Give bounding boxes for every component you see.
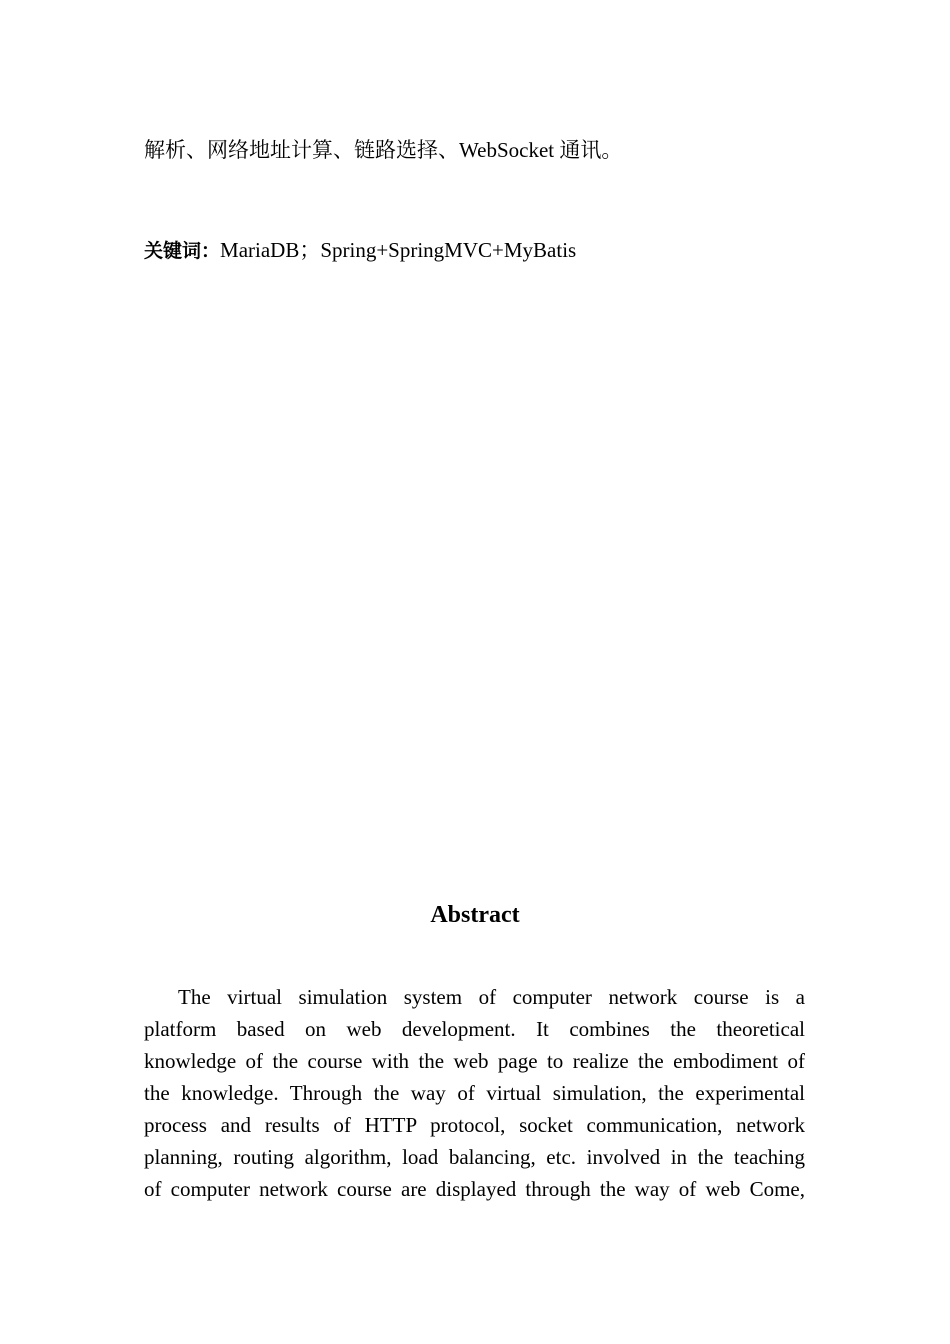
abstract-body bbox=[144, 981, 805, 1205]
abstract-line: The virtual simulation system of computer network course is a bbox=[178, 985, 805, 1009]
abstract-line: platform based on web development. It combines the theoretical bbox=[144, 1017, 805, 1041]
keywords-value: MariaDB；Spring+SpringMVC+MyBatis bbox=[220, 238, 577, 262]
abstract-line: of computer network course are displayed through the way of web Come, bbox=[144, 1177, 805, 1201]
chinese-summary-tail: 解析、网络地址计算、链路选择、WebSocket 通讯。 bbox=[144, 138, 623, 162]
abstract-line: the knowledge. Through the way of virtual simulation, the experimental bbox=[144, 1081, 805, 1105]
keywords-label: 关键词： bbox=[144, 240, 221, 262]
abstract-line: process and results of HTTP protocol, socket communication, network bbox=[144, 1113, 805, 1137]
abstract-title: Abstract bbox=[430, 902, 520, 928]
abstract-line: knowledge of the course with the web page to realize the embodiment of bbox=[144, 1049, 805, 1073]
abstract-line: planning, routing algorithm, load balancing, etc. involved in the teaching bbox=[144, 1145, 805, 1169]
keywords-line bbox=[144, 236, 576, 265]
